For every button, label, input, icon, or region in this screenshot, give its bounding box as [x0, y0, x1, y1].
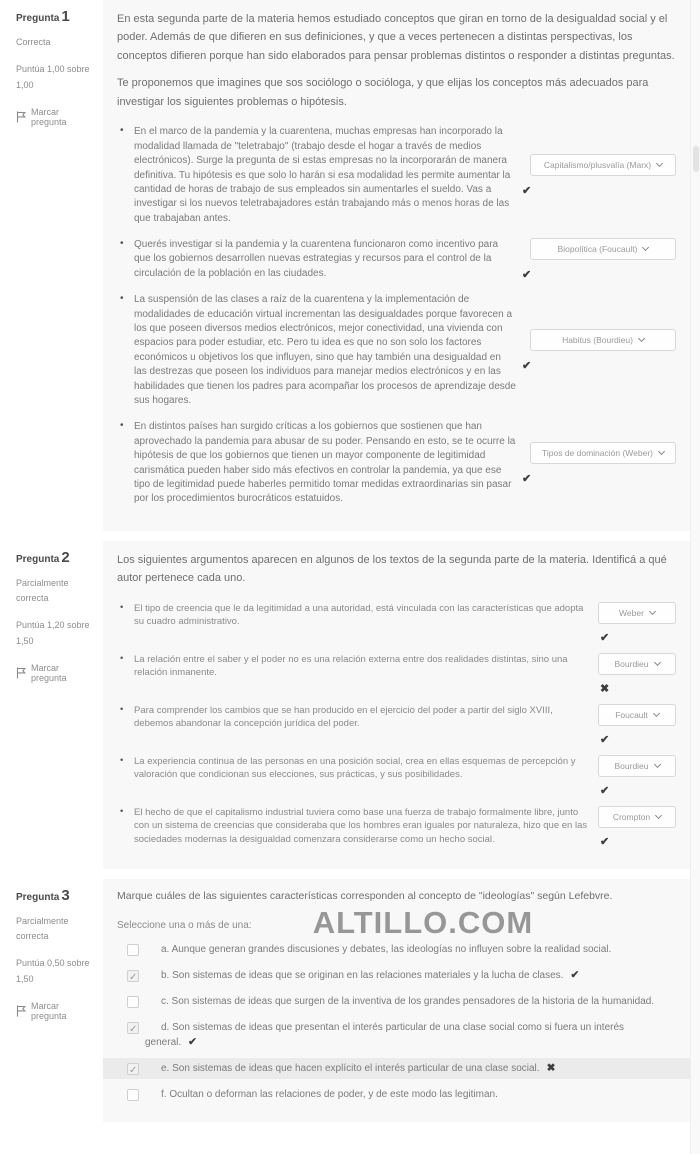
question-3-content: [103, 879, 690, 1122]
question-2-item-1: [117, 602, 676, 644]
chevron-down-icon: [658, 448, 665, 455]
question-state: Parcialmente correcta: [16, 577, 69, 604]
correct-mark-icon: ✔: [600, 784, 610, 797]
answer-select[interactable]: Biopolítica (Foucault): [530, 238, 676, 260]
correct-mark-icon: ✔: [188, 1035, 197, 1048]
question-2-intro: Los siguientes argumentos aparecen en algunos de los textos de la segunda parte de la materia. Identificá a qué autor pertenece cada uno.: [117, 553, 667, 585]
answer-select[interactable]: Crompton: [598, 806, 676, 828]
item-text: • Querés investigar si la pandemia y la cuarentena funcionaron como incentivo para que los gobiernos desarrollen nuevas estrategias y recursos para el control de la circulación de la población en las ciudades.: [117, 238, 530, 281]
answer-select[interactable]: Tipos de dominación (Weber): [530, 442, 676, 464]
flag-icon: [16, 1005, 27, 1017]
item-text: • En el marco de la pandemia y la cuarentena, muchas empresas han incorporado la modalidad llamada de "teletrabajo" (trabajo desde el hogar a través de medios electrónicos). Surge la pregunta de si estas empresas no la incorporarán de manera definitiva. Tu hipótesis es que solo lo harán si esa modalidad les permite aumentar la cantidad de horas de trabajo de sus empleados sin aumentarles el sueldo. Vas a investigar si los nuevos teletrabajadores están trabajando más o menos horas de las que trabajaban antes.: [117, 125, 530, 226]
checkbox[interactable]: [127, 1063, 139, 1075]
correct-mark-icon: ✔: [522, 269, 532, 282]
question-1: [0, 0, 690, 531]
question-1-item-2: [117, 238, 676, 281]
question-3-info: [0, 879, 103, 1122]
question-title: Pregunta 3: [16, 886, 70, 904]
question-2: [0, 541, 690, 869]
answer-select[interactable]: Bourdieu: [598, 755, 676, 777]
chevron-down-icon: [653, 761, 660, 768]
answer-select[interactable]: Capitalismo/plusvalía (Marx): [530, 154, 676, 176]
incorrect-mark-icon: ✖: [546, 1061, 556, 1074]
correct-mark-icon: ✔: [600, 835, 610, 848]
chevron-down-icon: [653, 659, 660, 666]
chevron-down-icon: [638, 335, 645, 342]
incorrect-mark-icon: ✖: [600, 682, 610, 695]
question-1-item-4: [117, 420, 676, 506]
question-3: [0, 879, 690, 1122]
altillo-watermark: ALTILLO.COM: [312, 904, 534, 940]
question-1-item-1: [117, 125, 676, 226]
question-1-content: [103, 0, 690, 531]
question-title: Pregunta 1: [16, 8, 70, 25]
chevron-down-icon: [653, 710, 660, 717]
question-1-info: [0, 0, 103, 531]
question-state: Correcta: [16, 37, 51, 47]
checkbox[interactable]: [127, 970, 139, 982]
checkbox[interactable]: [127, 996, 139, 1008]
correct-mark-icon: ✔: [522, 473, 532, 486]
option-text: d. Son sistemas de ideas que presentan el interés particular de una clase social como si fuera un interés general.: [145, 1021, 625, 1048]
correct-mark-icon: ✔: [570, 968, 580, 981]
option-text: c. Son sistemas de ideas que surgen de la inventiva de los grandes pensadores de la historia de la humanidad.: [161, 995, 655, 1007]
question-state: Parcialmente correcta: [16, 915, 69, 941]
option-text: a. Aunque generan grandes discusiones y debates, las ideologías no influyen sobre la realidad social.: [161, 943, 612, 955]
question-grade: Puntúa 0,50 sobre 1,50: [16, 958, 90, 984]
answer-option-b: [117, 965, 676, 986]
flag-question-link[interactable]: [16, 663, 97, 683]
checkbox[interactable]: [127, 1022, 139, 1034]
correct-mark-icon: ✔: [522, 185, 532, 198]
option-text: f. Ocultan o deforman las relaciones de poder, y de este modo las legitiman.: [161, 1088, 498, 1100]
answer-option-a: [117, 939, 676, 960]
item-text: • En distintos países han surgido críticas a los gobiernos que sostienen que han aprovechado la pandemia para abusar de su poder. Pensando en esto, se te ocurre la hipótesis de que los gobiernos que tienen un mayor componente de legitimidad carismática pueden haber sido más efectivos en controlar la pandemia, ya que ese tipo de legitimidad puede haberles permitido tomar medidas extraordinarias sin pasar por los procedimientos burocráticos estatuidos.: [117, 420, 530, 506]
answer-option-f: [117, 1084, 676, 1105]
question-grade: Puntúa 1,00 sobre 1,00: [16, 64, 90, 90]
chevron-down-icon: [642, 244, 649, 251]
question-grade: Puntúa 1,20 sobre 1,50: [16, 620, 90, 646]
flag-question-link[interactable]: [16, 1001, 97, 1021]
question-1-intro-1: En esta segunda parte de la materia hemos estudiado conceptos que giran en torno de la desigualdad social y el poder. Además de que difieren en sus definiciones, y que a veces pertenecen a distintas perspectivas, los conceptos difieren porque han sido elaborados para pensar problemas distintos o responder a distintas preguntas.: [117, 13, 675, 62]
page-scrollbar[interactable]: [690, 0, 700, 1154]
answer-select[interactable]: Bourdieu: [598, 653, 676, 675]
chevron-down-icon: [655, 812, 662, 819]
answer-select[interactable]: Foucault: [598, 704, 676, 726]
correct-mark-icon: ✔: [600, 733, 610, 746]
flag-label: Marcar pregunta: [31, 106, 67, 127]
scrollbar-thumb[interactable]: [693, 146, 699, 172]
select-prompt: Seleccione una o más de una:: [117, 919, 252, 931]
answer-option-e: [103, 1058, 690, 1079]
option-text: b. Son sistemas de ideas que se originan en las relaciones materiales y la lucha de clases.: [161, 969, 564, 981]
question-1-intro-2: Te proponemos que imagines que sos sociólogo o socióloga, y que elijas los conceptos más adecuados para investigar los siguientes problemas o hipótesis.: [117, 77, 649, 108]
question-2-content: [103, 541, 690, 869]
item-text: • La relación entre el saber y el poder no es una relación externa entre dos realidades distintas, sino una relación inmanente.: [117, 653, 598, 695]
question-1-item-3: [117, 293, 676, 408]
answer-option-d: [117, 1017, 676, 1053]
correct-mark-icon: ✔: [600, 631, 610, 644]
flag-question-link[interactable]: [16, 107, 97, 127]
item-text: • Para comprender los cambios que se han producido en el ejercicio del poder a partir del siglo XVIII, debemos abandonar la concepción jurídica del poder.: [117, 704, 598, 746]
chevron-down-icon: [649, 608, 656, 615]
item-text: • El tipo de creencia que le da legitimidad a una autoridad, está vinculada con las características que adopta su cuadro administrativo.: [117, 602, 598, 644]
question-2-item-5: [117, 806, 676, 848]
option-text: e. Son sistemas de ideas que hacen explícito el interés particular de una clase social.: [161, 1062, 540, 1074]
item-text: • El hecho de que el capitalismo industrial tuviera como base una fuerza de trabajo formalmente libre, junto con un sistema de creencias que consideraba que los hombres eran iguales por naturaleza, hizo que en las sociedades modernas la desigualdad comenzara considerarse como un hecho social.: [117, 806, 598, 848]
question-2-item-4: [117, 755, 676, 797]
question-title: Pregunta 2: [16, 548, 70, 566]
question-3-intro: Marque cuáles de las siguientes características corresponden al concepto de "ideologías" según Lefebvre.: [117, 889, 613, 902]
item-text: • La suspensión de las clases a raíz de la cuarentena y la implementación de modalidades de educación virtual incrementan las desigualdades porque favorecen a los que poseen diversos medios electrónicos, mejor conectividad, una vivienda con espacios para poder estudiar, etc. Pero tu idea es que no son solo los factores económicos u objetivos los que influyen, sino que hay también una desigualdad en las destrezas que poseen los individuos para manejar medios electrónicos y en las habilidades que tienen los padres para acompañar los procesos de aprendizaje desde sus hogares.: [117, 293, 530, 408]
flag-label: Marcar pregunta: [31, 1000, 67, 1021]
flag-label: Marcar pregunta: [31, 662, 67, 683]
flag-icon: [16, 111, 27, 123]
question-2-item-3: [117, 704, 676, 746]
question-2-info: [0, 541, 103, 869]
item-text: • La experiencia continua de las personas en una posición social, crea en ellas esquemas de percepción y valoración que condicionan sus elecciones, sus prácticas, y sus posibilidades.: [117, 755, 598, 797]
answer-select[interactable]: Habitus (Bourdieu): [530, 329, 676, 351]
checkbox[interactable]: [127, 944, 139, 956]
question-2-item-2: [117, 653, 676, 695]
answer-select[interactable]: Weber: [598, 602, 676, 624]
correct-mark-icon: ✔: [522, 360, 532, 373]
flag-icon: [16, 667, 27, 679]
chevron-down-icon: [656, 160, 663, 167]
answer-option-c: [117, 991, 676, 1012]
checkbox[interactable]: [127, 1089, 139, 1101]
